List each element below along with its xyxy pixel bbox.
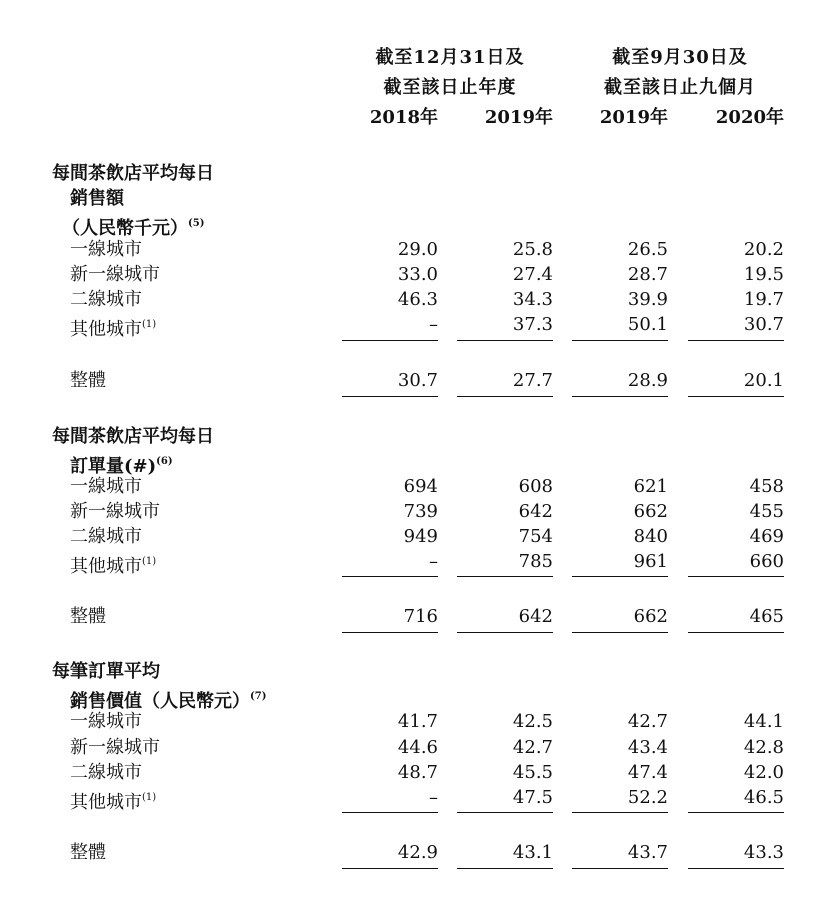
total-cell: 28.9 [627,370,668,391]
row-label: 二線城市 [70,526,142,547]
table-cell: 27.4 [512,264,553,285]
subtotal-rule [457,812,553,813]
total-cell: 642 [518,606,553,627]
table-cell: 20.2 [743,239,784,260]
total-cell: 42.9 [397,842,438,863]
subtotal-rule [688,812,784,813]
table-cell: 44.1 [743,711,784,732]
row-label: 新一線城市 [70,264,160,285]
table-cell: 42.0 [743,762,784,783]
period-header-9m-line2: 截至該日止九個月 [604,77,756,98]
table-cell: 642 [518,501,553,522]
total-rule [688,868,784,869]
table-cell: 48.7 [397,762,438,783]
table-cell: 30.7 [743,314,784,335]
footnote-marker: (6) [156,456,173,467]
footnote-marker: (1) [142,319,157,330]
footnote-marker: (1) [142,556,157,567]
row-label: 其他城市$^{(1)}$ [70,556,157,577]
total-cell: 662 [633,606,668,627]
total-rule [688,396,784,397]
row-label: 一線城市 [70,239,142,260]
table-cell: 45.5 [512,762,553,783]
table-cell: 949 [403,526,438,547]
table-cell: 42.7 [512,737,553,758]
section-title: 訂單量(#)$^{(6)}$ [70,456,173,477]
subtotal-rule [342,812,438,813]
subtotal-rule [342,576,438,577]
table-cell: 455 [749,501,784,522]
period-header-fy-line2: 截至該日止年度 [383,77,517,98]
subtotal-rule [688,576,784,577]
table-cell: 26.5 [627,239,668,260]
section-title: 每間茶飲店平均每日 [52,163,214,184]
section-title: 銷售價值（人民幣元）$^{(7)}$ [70,691,267,712]
total-cell: 43.7 [627,842,668,863]
row-label: 其他城市$^{(1)}$ [70,319,157,340]
table-cell: – [429,787,438,808]
table-cell: 694 [403,476,438,497]
total-rule [457,396,553,397]
table-cell: 785 [518,551,553,572]
row-label: 一線城市 [70,711,142,732]
table-cell: 840 [633,526,668,547]
table-cell: 50.1 [627,314,668,335]
subtotal-rule [688,340,784,341]
total-rule [342,632,438,633]
table-cell: 47.5 [512,787,553,808]
section-title: 每間茶飲店平均每日 [52,426,214,447]
table-cell: 42.5 [512,711,553,732]
footnote-marker: (7) [250,691,267,702]
row-label: 二線城市 [70,289,142,310]
table-cell: 19.5 [743,264,784,285]
table-cell: 34.3 [512,289,553,310]
footnote-marker: (1) [142,792,157,803]
total-cell: 43.1 [512,842,553,863]
period-header-9m-line1: 截至9月30日及 [612,47,748,68]
table-cell: 621 [633,476,668,497]
table-cell: 44.6 [397,737,438,758]
total-rule [572,396,668,397]
year-header-col1: 2018年 [369,107,438,128]
row-label: 其他城市$^{(1)}$ [70,792,157,813]
table-cell: 458 [749,476,784,497]
total-row-label: 整體 [70,842,106,863]
year-header-col3: 2019年 [599,107,668,128]
period-header-fy-line1: 截至12月31日及 [375,47,525,68]
table-cell: 660 [749,551,784,572]
table-cell: 19.7 [743,289,784,310]
total-rule [572,868,668,869]
subtotal-rule [342,340,438,341]
table-cell: 754 [518,526,553,547]
table-cell: 47.4 [627,762,668,783]
footnote-marker: (5) [188,218,205,229]
table-cell: 662 [633,501,668,522]
subtotal-rule [572,576,668,577]
year-header-col4: 2020年 [715,107,784,128]
table-cell: 29.0 [397,239,438,260]
table-cell: 608 [518,476,553,497]
section-title: （人民幣千元）$^{(5)}$ [62,218,205,239]
total-cell: 43.3 [743,842,784,863]
row-label: 一線城市 [70,476,142,497]
total-cell: 465 [749,606,784,627]
table-cell: 46.5 [743,787,784,808]
section-title: 每筆訂單平均 [52,661,160,682]
total-rule [572,632,668,633]
table-cell: 739 [403,501,438,522]
table-cell: 25.8 [512,239,553,260]
year-header-col2: 2019年 [484,107,553,128]
total-rule [457,868,553,869]
table-cell: 37.3 [512,314,553,335]
row-label: 新一線城市 [70,737,160,758]
total-rule [457,632,553,633]
total-rule [342,868,438,869]
table-cell: – [429,314,438,335]
table-cell: 469 [749,526,784,547]
total-row-label: 整體 [70,606,106,627]
total-cell: 30.7 [397,370,438,391]
row-label: 二線城市 [70,762,142,783]
table-cell: 43.4 [627,737,668,758]
subtotal-rule [457,340,553,341]
total-cell: 27.7 [512,370,553,391]
section-title: 銷售額 [70,188,124,209]
table-cell: – [429,551,438,572]
table-cell: 33.0 [397,264,438,285]
table-cell: 41.7 [397,711,438,732]
table-cell: 961 [633,551,668,572]
table-cell: 28.7 [627,264,668,285]
subtotal-rule [572,340,668,341]
table-cell: 39.9 [627,289,668,310]
total-rule [688,632,784,633]
row-label: 新一線城市 [70,501,160,522]
subtotal-rule [457,576,553,577]
subtotal-rule [572,812,668,813]
total-rule [342,396,438,397]
table-cell: 42.8 [743,737,784,758]
total-cell: 20.1 [743,370,784,391]
table-cell: 42.7 [627,711,668,732]
total-row-label: 整體 [70,370,106,391]
total-cell: 716 [403,606,438,627]
table-cell: 52.2 [627,787,668,808]
table-cell: 46.3 [397,289,438,310]
